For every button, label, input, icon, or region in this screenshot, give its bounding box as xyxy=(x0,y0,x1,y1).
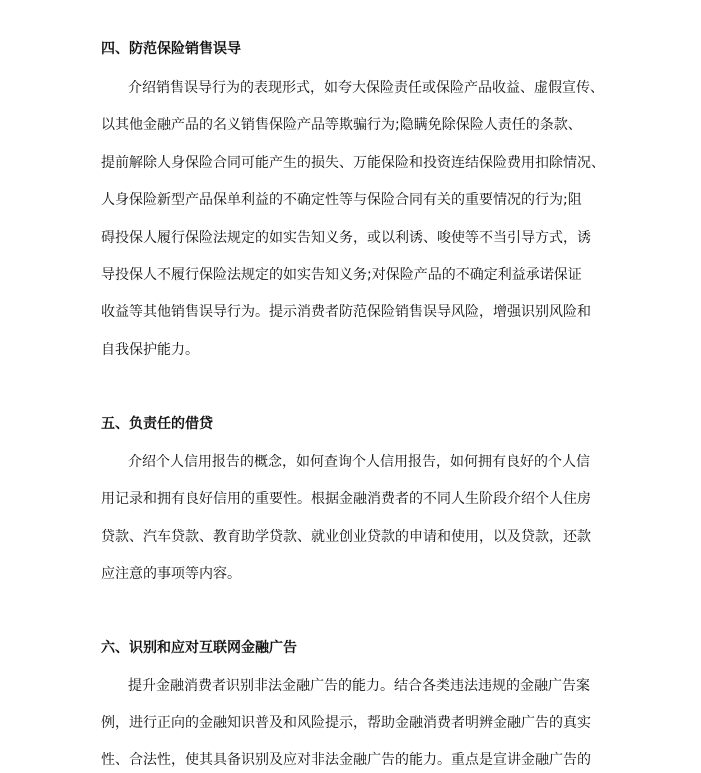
paragraph-line: 应注意的事项等内容。 xyxy=(101,566,241,582)
paragraph-line: 介绍销售误导行为的表现形式，如夸大保险责任或保险产品收益、虚假宣传、 xyxy=(128,80,604,96)
section-heading: 五、负责任的借贷 xyxy=(101,416,213,432)
paragraph-line: 例，进行正向的金融知识普及和风险提示，帮助金融消费者明辨金融广告的真实 xyxy=(101,715,591,731)
paragraph-line: 自我保护能力。 xyxy=(101,342,199,358)
section-heading: 六、识别和应对互联网金融广告 xyxy=(101,640,297,656)
paragraph-line: 碍投保人履行保险法规定的如实告知义务，或以利诱、唆使等不当引导方式，诱 xyxy=(101,230,591,246)
paragraph-line: 提升金融消费者识别非法金融广告的能力。结合各类违法违规的金融广告案 xyxy=(128,678,590,694)
paragraph-line: 人身保险新型产品保单利益的不确定性等与保险合同有关的重要情况的行为;阻 xyxy=(101,192,582,208)
paragraph-line: 介绍个人信用报告的概念，如何查询个人信用报告，如何拥有良好的个人信 xyxy=(128,454,590,470)
paragraph-line: 性、合法性，使其具备识别及应对非法金融广告的能力。重点是宣讲金融广告的 xyxy=(101,752,591,768)
paragraph-line: 用记录和拥有良好信用的重要性。根据金融消费者的不同人生阶段介绍个人住房 xyxy=(101,491,591,507)
paragraph-line: 收益等其他销售误导行为。提示消费者防范保险销售误导风险，增强识别风险和 xyxy=(101,304,591,320)
paragraph-line: 贷款、汽车贷款、教育助学贷款、就业创业贷款的申请和使用，以及贷款，还款 xyxy=(101,529,591,545)
section-heading: 四、防范保险销售误导 xyxy=(101,41,241,57)
paragraph-line: 导投保人不履行保险法规定的如实告知义务;对保险产品的不确定利益承诺保证 xyxy=(101,267,582,283)
paragraph-line: 提前解除人身保险合同可能产生的损失、万能保险和投资连结保险费用扣除情况、 xyxy=(101,155,605,171)
paragraph-line: 以其他金融产品的名义销售保险产品等欺骗行为;隐瞒免除保险人责任的条款、 xyxy=(101,117,582,133)
